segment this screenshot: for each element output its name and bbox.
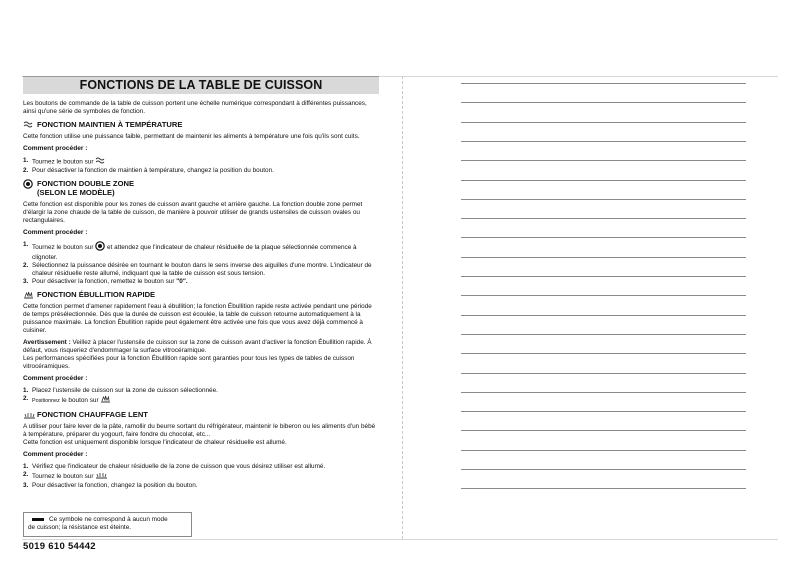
ebullition-how: Comment procéder : bbox=[23, 375, 88, 382]
section-heading-lent: FONCTION CHAUFFAGE LENT bbox=[23, 410, 379, 419]
dash-symbol-icon bbox=[32, 518, 44, 521]
rapid-boil-icon bbox=[100, 395, 111, 406]
maintien-text: Cette fonction utilise une puissance faible, permettant de maintenir les aliments à température une fois qu'ils sont cuits. bbox=[23, 133, 360, 140]
document-number: 5019 610 54442 bbox=[23, 541, 96, 552]
note-rule-line bbox=[461, 295, 746, 296]
maintien-step-1: 1. Tournez le bouton sur bbox=[23, 157, 379, 167]
double-step-2: 2. Sélectionnez la puissance désirée en tournant le bouton dans le sens inverse des aiguilles d'une montre. L'indicateur de chaleur résiduelle reste allumé, indiquant que la table de cuisson est sous tension. bbox=[23, 262, 372, 277]
note-rule-line bbox=[461, 488, 746, 489]
slow-heat-icon bbox=[23, 410, 37, 419]
note-rule-line bbox=[461, 392, 746, 393]
symbol-note-box: Ce symbole ne correspond à aucun mode de cuisson; la résistance est éteinte. bbox=[23, 512, 192, 537]
note-rule-line bbox=[461, 237, 746, 238]
page-bottom-rule bbox=[22, 539, 778, 540]
ebullition-warning: Avertissement : Veillez à placer l'ustensile de cuisson sur la zone de cuisson avant d'activer la fonction Ébullition rapide. À défaut, vous risqueriez d'endommager la surface vitrocéramique. bbox=[23, 339, 372, 354]
lent-how: Comment procéder : bbox=[23, 451, 88, 458]
note-rule-line bbox=[461, 257, 746, 258]
ebullition-step-1: 1. Placez l'ustensile de cuisson sur la zone de cuisson sélectionnée. bbox=[23, 387, 218, 394]
note-rule-line bbox=[461, 469, 746, 470]
note-rule-line bbox=[461, 276, 746, 277]
lent-text-2: Cette fonction est uniquement disponible lorsque l'indicateur de chaleur résiduelle est allumé. bbox=[23, 439, 287, 446]
lent-step-3: 3. Pour désactiver la fonction, changez la position du bouton. bbox=[23, 482, 198, 489]
note-rule-line bbox=[461, 430, 746, 431]
section-heading-maintien: FONCTION MAINTIEN À TEMPÉRATURE bbox=[23, 120, 379, 129]
maintien-step-2: 2. Pour désactiver la fonction de maintien à température, changez la position du bouton. bbox=[23, 167, 274, 174]
maintien-how: Comment procéder : bbox=[23, 145, 88, 152]
lent-text: A utiliser pour faire lever de la pâte, ramollir du beurre sortant du réfrigérateur, maintenir le biberon ou les aliments d'un bébé à température, préparer du yogourt, faire fondre du chocolat, etc... bbox=[23, 423, 376, 438]
note-rule-line bbox=[461, 160, 746, 161]
double-step-3: 3. Pour désactiver la fonction, remettez le bouton sur "0". bbox=[23, 278, 188, 285]
double-zone-icon bbox=[23, 179, 37, 188]
note-rule-line bbox=[461, 102, 746, 103]
double-text: Cette fonction est disponible pour les zones de cuisson avant gauche et arrière gauche. La fonction double zone permet d'élargir la zone chaude de la table de cuisson, de manière à pouvoir utiliser de grands ustensiles de cuisson ovales ou rectangulaires. bbox=[23, 201, 363, 224]
note-rule-line bbox=[461, 450, 746, 451]
note-rule-line bbox=[461, 411, 746, 412]
warm-wave-icon bbox=[23, 120, 37, 129]
note-rule-line bbox=[461, 218, 746, 219]
note-rule-line bbox=[461, 199, 746, 200]
lent-step-1: 1. Vérifiez que l'indicateur de chaleur résiduelle de la zone de cuisson que vous désirez utiliser est allumé. bbox=[23, 463, 326, 470]
page-title: FONCTIONS DE LA TABLE DE CUISSON bbox=[23, 76, 379, 94]
note-rule-line bbox=[461, 141, 746, 142]
note-rule-line bbox=[461, 83, 746, 84]
ebullition-text: Cette fonction permet d'amener rapidement l'eau à ébullition; la fonction Ébullition rapide reste activée pendant une période de temps présélectionnée. Dès que la durée de cuisson est écoulée, la table de cuisson retourne automatiquement à la puissance maximale. La fonction Ébullition rapide peut également être activée une fois que vous avez déjà commencé à cuisiner. bbox=[23, 303, 372, 334]
note-rule-line bbox=[461, 373, 746, 374]
section-heading-ebullition: FONCTION ÉBULLITION RAPIDE bbox=[23, 290, 379, 299]
note-rule-line bbox=[461, 315, 746, 316]
warm-wave-icon bbox=[95, 157, 107, 167]
lent-step-2: 2. Tournez le bouton sur bbox=[23, 471, 379, 482]
slow-heat-icon bbox=[95, 471, 108, 482]
note-rule-line bbox=[461, 180, 746, 181]
note-rule-line bbox=[461, 353, 746, 354]
note-rule-line bbox=[461, 334, 746, 335]
intro-text: Les boutons de commande de la table de cuisson portent une échelle numérique correspondant à différentes puissances, ainsi qu'une série de symboles de fonction. bbox=[23, 100, 367, 115]
rapid-boil-icon bbox=[23, 290, 37, 299]
double-step-1: 1. Tournez le bouton sur et attendez que l'indicateur de chaleur résiduelle de la plaque sélectionnée commence à clignoter. bbox=[23, 241, 357, 261]
note-rule-line bbox=[461, 122, 746, 123]
left-column bbox=[23, 76, 379, 490]
double-how: Comment procéder : bbox=[23, 229, 88, 236]
column-divider bbox=[402, 76, 403, 539]
ebullition-perf: Les performances spécifiées pour la fonction Ébullition rapide sont garanties pour tous les types de tables de cuisson vitrocéramiques. bbox=[23, 355, 355, 370]
double-zone-icon bbox=[95, 241, 105, 254]
ebullition-step-2: 2. Positionnez le bouton sur bbox=[23, 395, 379, 406]
section-heading-double: FONCTION DOUBLE ZONE (SELON LE MODÈLE) bbox=[23, 179, 379, 197]
